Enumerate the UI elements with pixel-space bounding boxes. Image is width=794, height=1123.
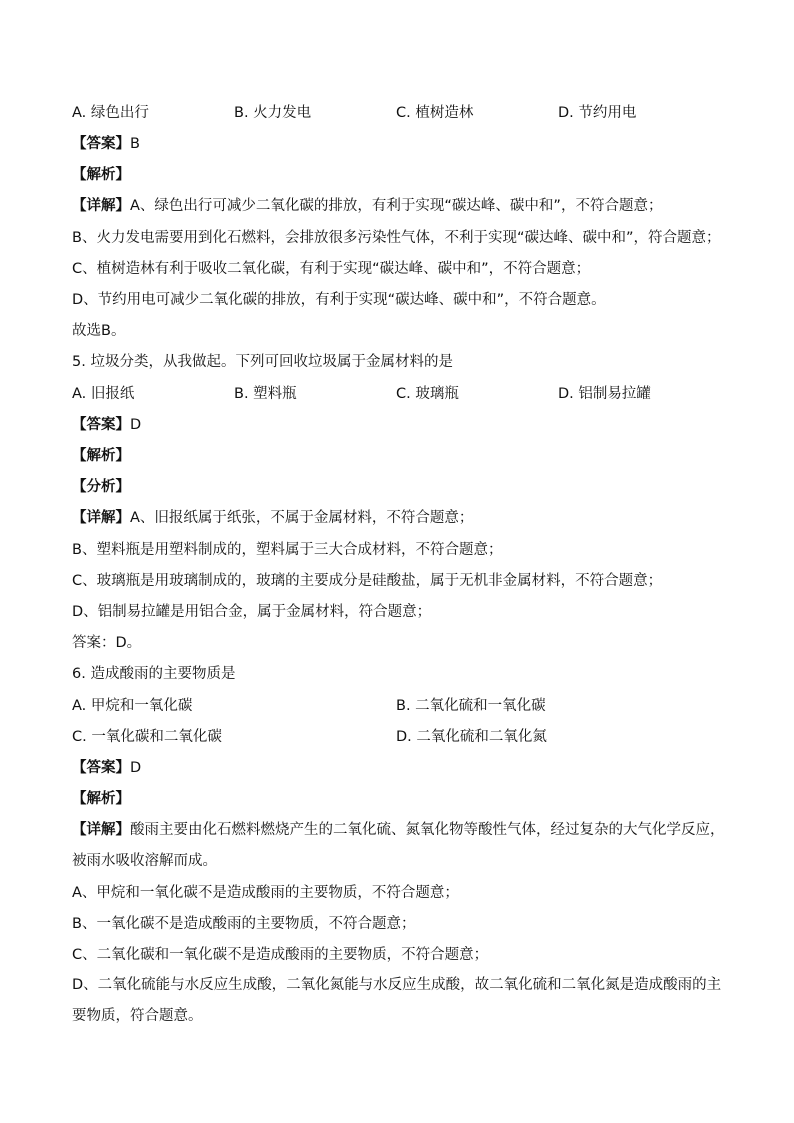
q5-detail-a [72,508,473,528]
q5-option-d: D. 铝制易拉罐 [558,386,651,402]
q4-analysis-tag [72,165,130,185]
answer-value: D [130,760,142,776]
q6-line-b: B、一氧化碳不是造成酸雨的主要物质，不符合题意； [72,916,416,932]
q4-option-b: B. 火力发电 [234,105,312,121]
detail-tag: 【详解】 [72,510,130,526]
q5-line-b: B、塑料瓶是用塑料制成的，塑料属于三大合成材料，不符合题意； [72,542,503,558]
fenxi-tag: 【分析】 [72,479,130,495]
analysis-tag: 【解析】 [72,167,130,183]
q5-option-a: A. 旧报纸 [72,386,135,402]
q6-line-a: A、甲烷和一氧化碳不是造成酸雨的主要物质，不符合题意； [72,885,459,901]
q6-option-b: B. 二氧化硫和一氧化碳 [396,698,546,714]
q5-line-d: D、铝制易拉罐是用铝合金，属于金属材料，符合题意； [72,604,432,620]
analysis-tag: 【解析】 [72,448,130,464]
q4-option-d: D. 节约用电 [558,105,637,121]
q4-option-a: A. 绿色出行 [72,105,149,121]
q6-detail-paragraph [72,815,732,877]
q6-analysis-tag [72,789,130,809]
detail-text: A、旧报纸属于纸张，不属于金属材料，不符合题意； [130,510,474,526]
answer-tag: 【答案】 [72,760,130,776]
q5-conclusion: 答案：D。 [72,635,142,651]
detail-text: A、绿色出行可减少二氧化碳的排放，有利于实现“碳达峰、碳中和”，不符合题意； [130,198,663,214]
q4-line-c: C、植树造林有利于吸收二氧化碳，有利于实现“碳达峰、碳中和”，不符合题意； [72,261,591,277]
q5-question: 5. 垃圾分类，从我做起。下列可回收垃圾属于金属材料的是 [72,354,453,370]
answer-value: B [130,136,140,152]
q6-option-d: D. 二氧化硫和二氧化氮 [396,729,547,745]
answer-tag: 【答案】 [72,417,130,433]
analysis-tag: 【解析】 [72,791,130,807]
detail-tag: 【详解】 [72,198,130,214]
q4-line-d: D、节约用电可减少二氧化碳的排放，有利于实现“碳达峰、碳中和”，不符合题意。 [72,292,606,308]
q5-option-b: B. 塑料瓶 [234,386,297,402]
q5-line-c: C、玻璃瓶是用玻璃制成的，玻璃的主要成分是硅酸盐，属于无机非金属材料，不符合题意； [72,573,663,589]
q4-detail-a [72,196,662,216]
detail-text: 酸雨主要由化石燃料燃烧产生的二氧化硫、氮氧化物等酸性气体，经过复杂的大气化学反应，被雨水吸收溶解而成。 [72,822,725,869]
q6-line-c: C、二氧化碳和一氧化碳不是造成酸雨的主要物质，不符合题意； [72,947,489,963]
answer-tag: 【答案】 [72,136,130,152]
q4-answer-line [72,134,140,154]
q4-conclusion: 故选B。 [72,323,126,339]
q6-line-d: D、二氧化硫能与水反应生成酸，二氧化氮能与水反应生成酸，故二氧化硫和二氧化氮是造成酸雨的主要物质，符合题意。 [72,977,722,1024]
q6-question: 6. 造成酸雨的主要物质是 [72,666,236,682]
q5-answer-line [72,415,141,435]
answer-value: D [130,417,142,433]
q4-line-b: B、火力发电需要用到化石燃料，会排放很多污染性气体，不利于实现“碳达峰、碳中和”，符合题意； [72,230,721,246]
q4-option-c: C. 植树造林 [396,105,474,121]
q5-analysis-tag [72,446,130,466]
q5-fenxi-tag [72,477,130,497]
q6-option-a: A. 甲烷和一氧化碳 [72,698,193,714]
q6-answer-line [72,758,141,778]
q5-option-c: C. 玻璃瓶 [396,386,459,402]
q6-option-c: C. 一氧化碳和二氧化碳 [72,729,222,745]
detail-tag: 【详解】 [72,822,130,838]
